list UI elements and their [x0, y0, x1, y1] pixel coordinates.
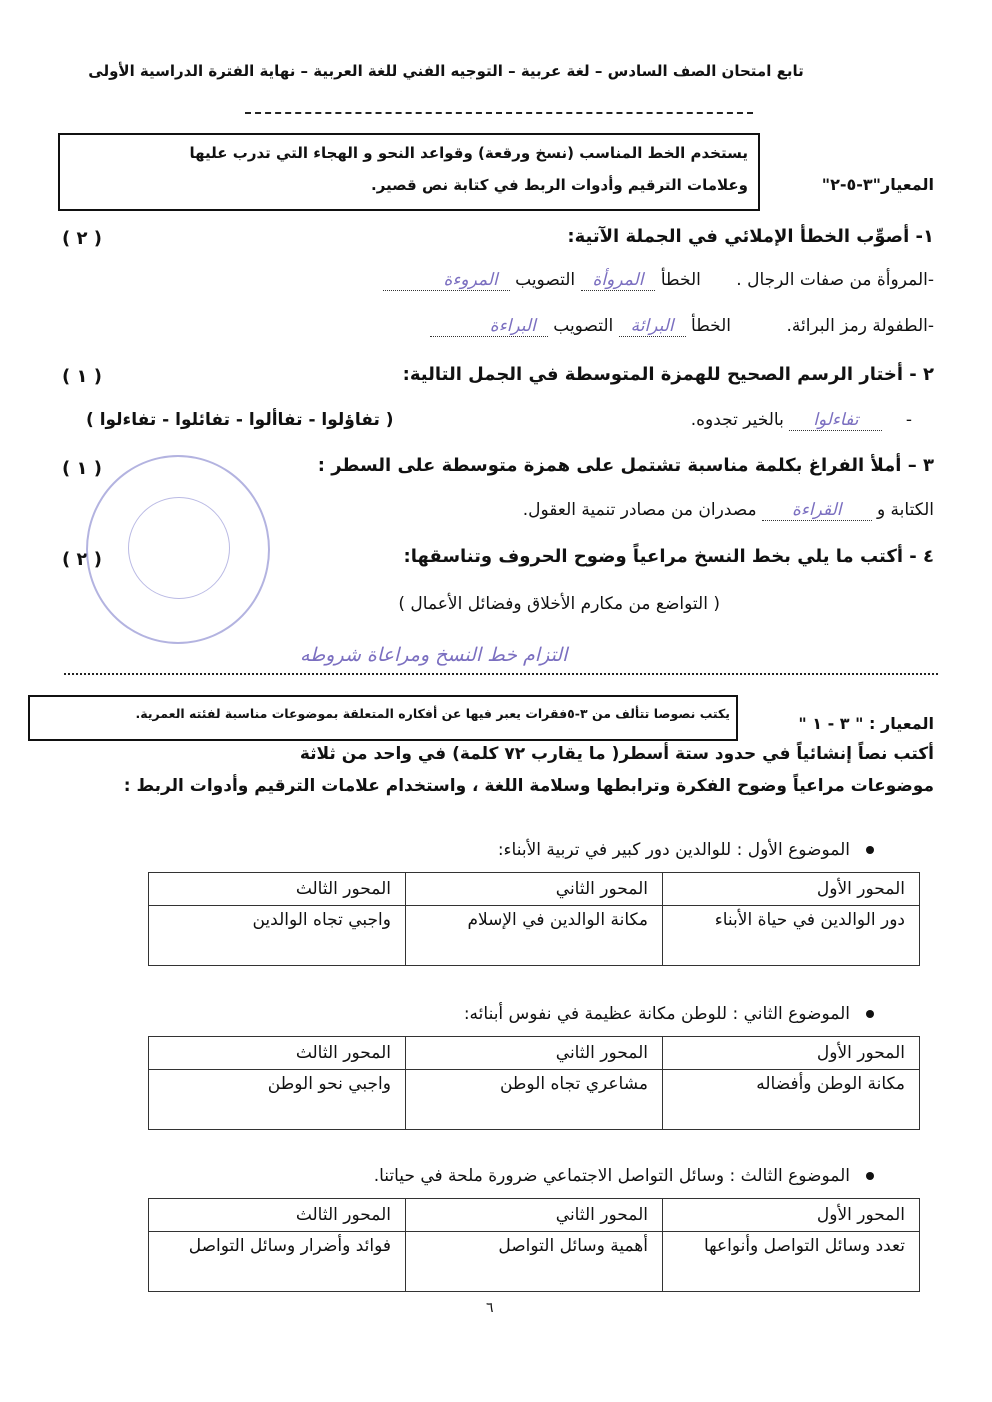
table-cell: أهمية وسائل التواصل — [406, 1232, 663, 1292]
q1-row-1-correct-answer: المروءة — [383, 270, 509, 291]
q1-row-1-error-answer: المروأة — [581, 270, 656, 291]
q1-row-1 — [140, 270, 934, 290]
standard-label: المعيار"٣-٥-٢" — [821, 175, 934, 194]
topic-2-table — [148, 1036, 920, 1130]
q1-row-2-error-answer: البرائة — [619, 316, 686, 337]
table-cell: واجبي نحو الوطن — [149, 1070, 406, 1130]
q3-start: الكتابة و — [876, 500, 934, 520]
task-line-1: أكتب نصاً إنشائياً في حدود ستة أسطر( ما يقارب ٧٢ كلمة) في واحد من ثلاثة — [299, 744, 934, 764]
divider — [245, 112, 753, 114]
question-1-mark: ( ٢ ) — [62, 228, 102, 249]
q1-row-2 — [140, 316, 934, 336]
standard-2-box: يكتب نصوصا تتألف من ٣-٥فقرات يعبر فيها عن أفكاره المتعلقة بموضوعات مناسبة لفئته العمرية. — [28, 695, 738, 741]
q1-row-2-correct-answer: البراءة — [430, 316, 548, 337]
table-header: المحور الثالث — [149, 873, 406, 906]
table-header: المحور الثاني — [406, 873, 663, 906]
table-header: المحور الأول — [663, 1199, 920, 1232]
q2-sentence-row — [691, 410, 912, 430]
page-number: ٦ — [486, 1300, 494, 1316]
table-cell: تعدد وسائل التواصل وأنواعها — [663, 1232, 920, 1292]
question-3-title: ٣ – أملأ الفراغ بكلمة مناسبة تشتمل على همزة متوسطة على السطر : — [317, 455, 934, 476]
q2-sentence: بالخير تجدوه. — [690, 410, 784, 430]
table-cell: مكانة الوطن وأفضاله — [663, 1070, 920, 1130]
table-cell: واجبي تجاه الوالدين — [149, 906, 406, 966]
q1-row-1-sentence: -المروأة من صفات الرجال . — [736, 270, 934, 290]
standard-text-line2: وعلامات الترقيم وأدوات الربط في كتابة نص قصير. — [371, 176, 748, 194]
q1-row-2-sentence: -الطفولة رمز البرائة. — [786, 316, 934, 336]
q3-answer: القراءة — [762, 500, 872, 521]
q3-sentence-row — [523, 500, 934, 520]
table-header: المحور الثاني — [406, 1199, 663, 1232]
bullet-icon — [866, 1172, 874, 1180]
q2-answer: تفاءلوا — [789, 410, 882, 431]
q2-options: ( تفاؤلوا - تفاألوا - تفائلوا - تفاءلوا ) — [86, 410, 394, 430]
bullet-icon — [866, 846, 874, 854]
question-4-title: ٤ - أكتب ما يلي بخط النسخ مراعياً وضوح الحروف وتناسقها: — [403, 546, 934, 567]
bullet-icon — [866, 1010, 874, 1018]
q3-end: مصدران من مصادر تنمية العقول. — [522, 500, 757, 520]
topic-1-table — [148, 872, 920, 966]
q1-row-1-error-label: الخطأ — [660, 270, 701, 290]
task-line-2: موضوعات مراعياً وضوح الفكرة وترابطها وسلامة اللغة ، واستخدام علامات الترقيم وأدوات الربط : — [123, 776, 934, 796]
q1-row-2-error-label: الخطأ — [691, 316, 732, 336]
q4-text: ( التواضع من مكارم الأخلاق وفضائل الأعمال ) — [398, 594, 720, 614]
question-3-mark: ( ١ ) — [62, 458, 102, 479]
question-2-mark: ( ١ ) — [62, 366, 102, 387]
question-2-title: ٢ - أختار الرسم الصحيح للهمزة المتوسطة في الجمل التالية: — [402, 364, 934, 385]
table-header: المحور الأول — [663, 873, 920, 906]
table-header: المحور الثالث — [149, 1037, 406, 1070]
q4-teacher-note: التزام خط النسخ ومراعاة شروطه — [300, 644, 568, 666]
table-cell: مشاعري تجاه الوطن — [406, 1070, 663, 1130]
table-cell: دور الوالدين في حياة الأبناء — [663, 906, 920, 966]
table-cell: فوائد وأضرار وسائل التواصل — [149, 1232, 406, 1292]
topic-2-title: الموضوع الثاني : للوطن مكانة عظيمة في نفوس أبنائه: — [464, 1004, 874, 1024]
page-header: تابع امتحان الصف السادس – لغة عربية – التوجيه الفني للغة العربية – نهاية الفترة الدراسية الأولى — [88, 62, 804, 80]
table-header: المحور الثالث — [149, 1199, 406, 1232]
topic-3-table — [148, 1198, 920, 1292]
stamp-emblem — [128, 497, 230, 599]
topic-1-title: الموضوع الأول : للوالدين دور كبير في تربية الأبناء: — [498, 840, 874, 860]
standard-2-label: المعيار : " ٣ - ١ " — [798, 714, 934, 733]
topic-3-title: الموضوع الثالث : وسائل التواصل الاجتماعي ضرورة ملحة في حياتنا. — [374, 1166, 874, 1186]
table-cell: مكانة الوالدين في الإسلام — [406, 906, 663, 966]
q1-row-1-correct-label: التصويب — [515, 270, 576, 290]
standard-box — [58, 133, 760, 211]
divider-dotted — [64, 673, 938, 675]
official-stamp — [86, 455, 270, 644]
question-4-mark: ( ٢ ) — [62, 549, 102, 570]
q1-row-2-correct-label: التصويب — [553, 316, 614, 336]
table-header: المحور الثاني — [406, 1037, 663, 1070]
table-header: المحور الأول — [663, 1037, 920, 1070]
question-1-title: ١- أصوِّب الخطأ الإملائي في الجملة الآتية: — [567, 226, 934, 247]
q2-prefix: - — [905, 410, 912, 430]
standard-text-line1: يستخدم الخط المناسب (نسخ ورقعة) وقواعد النحو و الهجاء التي تدرب عليها — [189, 144, 748, 162]
